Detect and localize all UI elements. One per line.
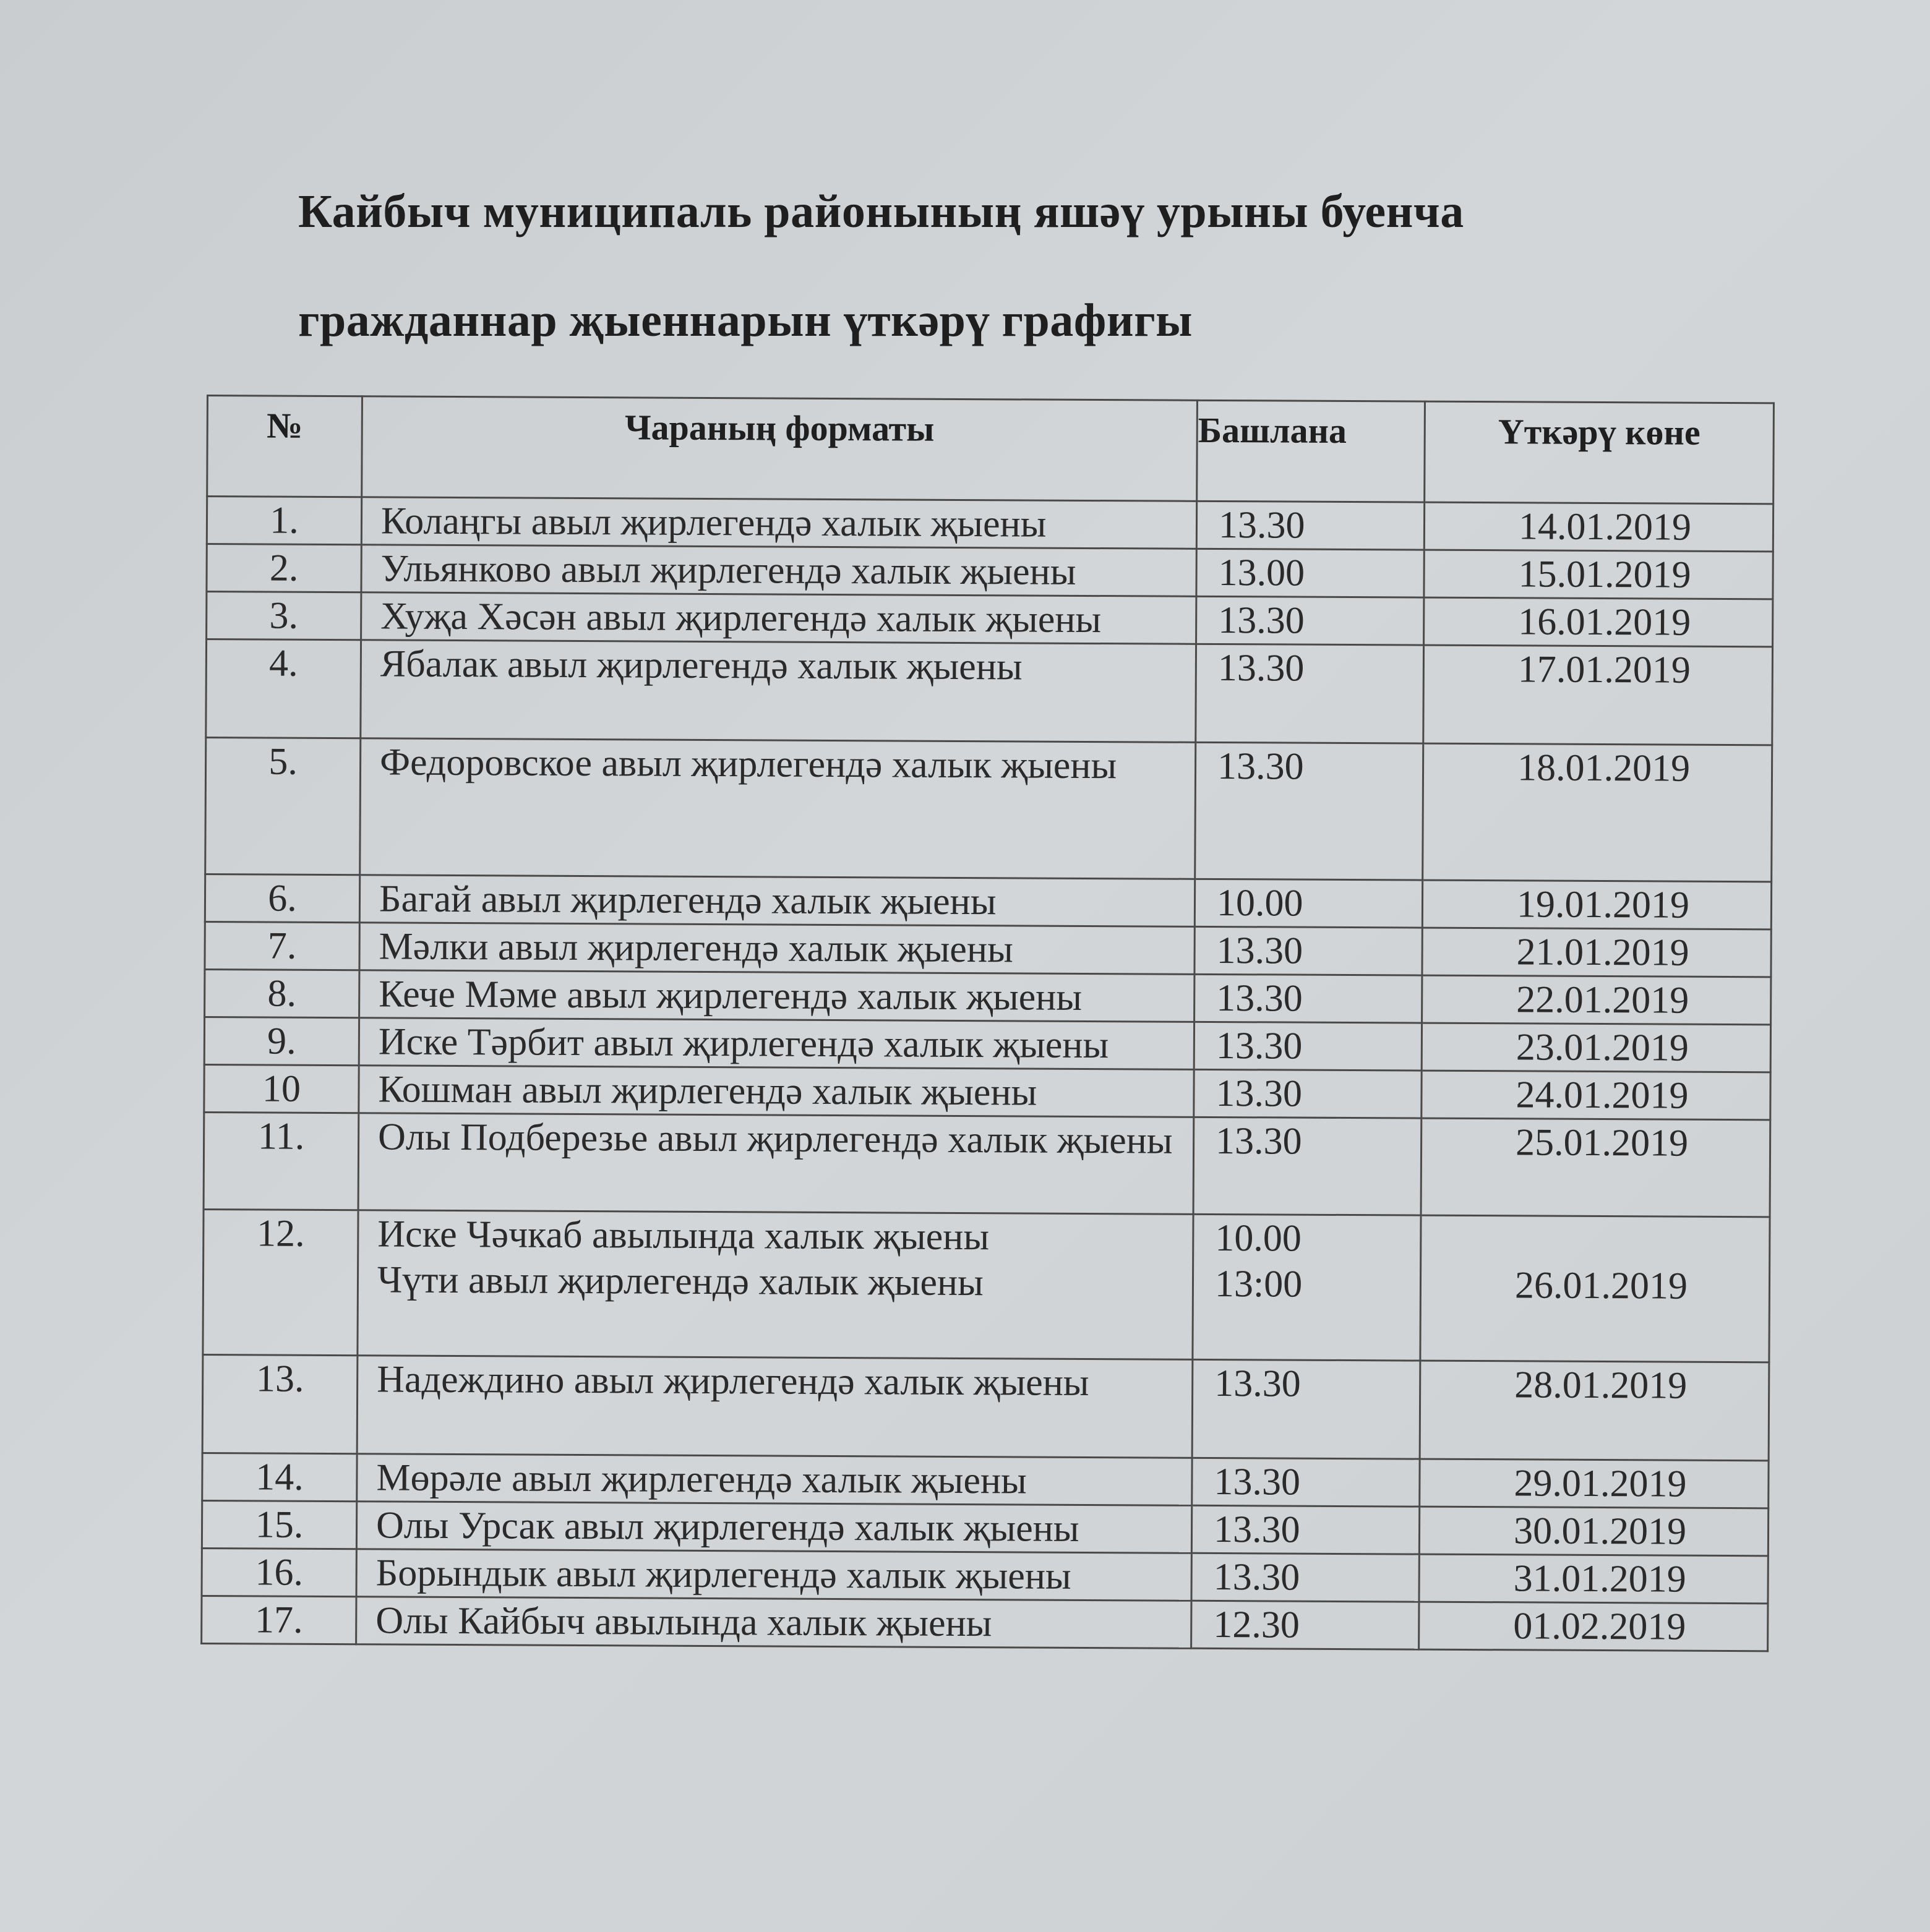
row-format: Багай авыл җирлегендә халык җыены xyxy=(359,875,1194,927)
table-row xyxy=(207,592,1773,647)
row-format: Кече Мәме авыл җирлегендә халык җыены xyxy=(359,970,1194,1022)
row-date: 17.01.2019 xyxy=(1423,645,1773,745)
row-date: 19.01.2019 xyxy=(1422,880,1771,930)
row-number: 14. xyxy=(202,1453,357,1501)
row-number: 1. xyxy=(207,497,361,545)
row-number: 16. xyxy=(202,1548,356,1596)
row-format: Олы Кайбыч авылында халык җыены xyxy=(356,1597,1191,1649)
row-format: Мәлки авыл җирлегендә халык җыены xyxy=(359,923,1194,975)
row-number: 13. xyxy=(202,1354,358,1453)
row-number: 7. xyxy=(205,921,359,970)
row-start-time: 13.30 xyxy=(1194,974,1422,1023)
table-row xyxy=(205,969,1771,1024)
row-format: Надеждино авыл җирлегендә халык җыены xyxy=(357,1356,1193,1458)
row-format: Иске Чәчкаб авылында халык җыены xyxy=(377,1213,990,1259)
row-number: 17. xyxy=(202,1596,356,1644)
row-date: 25.01.2019 xyxy=(1421,1118,1770,1217)
row-date: 28.01.2019 xyxy=(1420,1361,1769,1461)
table-row xyxy=(202,1500,1768,1555)
row-start-time: 13.30 xyxy=(1194,926,1422,975)
row-format: Мөрәле авыл җирлегендә халык җыены xyxy=(357,1454,1192,1506)
table-row xyxy=(207,544,1773,599)
row-number: 6. xyxy=(205,874,359,922)
table-row xyxy=(203,1209,1770,1362)
table-row xyxy=(206,639,1773,745)
row-date: 01.02.2019 xyxy=(1419,1602,1768,1651)
row-number: 5. xyxy=(205,738,361,875)
table-row xyxy=(205,874,1771,929)
row-start-time: 13.30 xyxy=(1192,1359,1420,1459)
row-start-time: 13.30 xyxy=(1196,644,1424,743)
header-format: Чараның форматы xyxy=(362,396,1198,502)
row-start-time: 13.30 xyxy=(1196,596,1424,645)
row-format: Олы Урсак авыл җирлегендә халык җыены xyxy=(356,1502,1191,1554)
row-format: Хуҗа Хәсән авыл җирлегендә халык җыены xyxy=(361,592,1196,644)
row-start-time: 13.30 xyxy=(1195,742,1423,880)
row-number: 3. xyxy=(207,592,361,640)
row-date: 24.01.2019 xyxy=(1422,1071,1770,1120)
row-date: 23.01.2019 xyxy=(1422,1023,1770,1072)
table-row xyxy=(204,1064,1770,1119)
table-row xyxy=(202,1596,1768,1651)
row-number: 4. xyxy=(206,639,361,738)
row-start-time: 10.00 xyxy=(1194,879,1422,928)
row-date: 29.01.2019 xyxy=(1420,1459,1769,1508)
row-number: 8. xyxy=(205,969,359,1017)
row-date: 31.01.2019 xyxy=(1419,1554,1768,1604)
row-format: Борындык авыл җирлегендә халык җыены xyxy=(356,1549,1191,1601)
row-start-time: 13.30 xyxy=(1194,1069,1422,1118)
row-start-time-secondary: 13:00 xyxy=(1214,1262,1303,1306)
row-format: Колаңгы авыл җирлегендә халык җыены xyxy=(361,497,1196,549)
row-format: Кошман авыл җирлегендә халык җыены xyxy=(359,1066,1194,1118)
row-date: 14.01.2019 xyxy=(1424,502,1773,552)
document-title-line-2: гражданнар җыеннарын үткәрү графигы xyxy=(298,294,1193,346)
row-date-cell xyxy=(1420,1215,1770,1362)
row-number: 15. xyxy=(202,1500,356,1549)
row-date: 21.01.2019 xyxy=(1422,928,1771,977)
row-number: 10 xyxy=(204,1064,359,1113)
document-title-line-1: Кайбыч муниципаль районының яшәү урыны буенча xyxy=(298,186,1464,237)
row-date: 16.01.2019 xyxy=(1424,597,1773,647)
table-header-row xyxy=(207,396,1774,504)
row-start-time: 13.30 xyxy=(1193,1117,1422,1215)
row-start-time: 12.30 xyxy=(1191,1601,1419,1649)
row-format-secondary: Чүти авыл җирлегендә халык җыены xyxy=(377,1259,984,1304)
row-format: Федоровское авыл җирлегендә халык җыены xyxy=(360,738,1196,879)
row-start-time: 13.30 xyxy=(1196,501,1424,550)
row-date: 30.01.2019 xyxy=(1419,1507,1768,1556)
table-row xyxy=(204,1017,1770,1072)
row-format: Ябалак авыл җирлегендә халык җыены xyxy=(361,640,1196,743)
row-format: Иске Тәрбит авыл җирлегендә халык җыены xyxy=(359,1018,1194,1070)
header-start-time: Башлана xyxy=(1197,400,1425,502)
row-start-time: 13.30 xyxy=(1191,1553,1419,1602)
table-row xyxy=(202,1548,1768,1603)
row-date: 26.01.2019 xyxy=(1514,1264,1688,1307)
row-start-time: 13.30 xyxy=(1194,1022,1422,1071)
row-number: 2. xyxy=(207,544,361,592)
row-start-time: 10.00 xyxy=(1215,1216,1302,1260)
row-date: 22.01.2019 xyxy=(1422,975,1771,1025)
row-start-time-cell xyxy=(1193,1214,1421,1361)
row-number: 11. xyxy=(204,1112,359,1210)
row-number: 12. xyxy=(203,1209,358,1355)
table-row xyxy=(202,1453,1769,1508)
row-start-time: 13.30 xyxy=(1191,1505,1419,1554)
table-row xyxy=(204,1112,1770,1216)
table-row xyxy=(207,497,1773,552)
row-number: 9. xyxy=(204,1017,359,1065)
row-format-cell xyxy=(358,1210,1193,1360)
table-row xyxy=(202,1354,1769,1460)
row-format: Ульянково авыл җирлегендә халык җыены xyxy=(361,545,1196,597)
row-date: 15.01.2019 xyxy=(1424,550,1773,599)
header-date: Үткәрү көне xyxy=(1425,401,1774,504)
table-row xyxy=(205,921,1771,977)
table-row xyxy=(205,738,1772,882)
row-date: 18.01.2019 xyxy=(1423,743,1772,882)
row-start-time: 13.30 xyxy=(1192,1458,1420,1507)
header-number: № xyxy=(207,396,362,497)
row-format: Олы Подберезье авыл җирлегендә халык җыены xyxy=(358,1113,1194,1215)
schedule-table xyxy=(200,395,1775,1652)
row-start-time: 13.00 xyxy=(1196,549,1424,597)
